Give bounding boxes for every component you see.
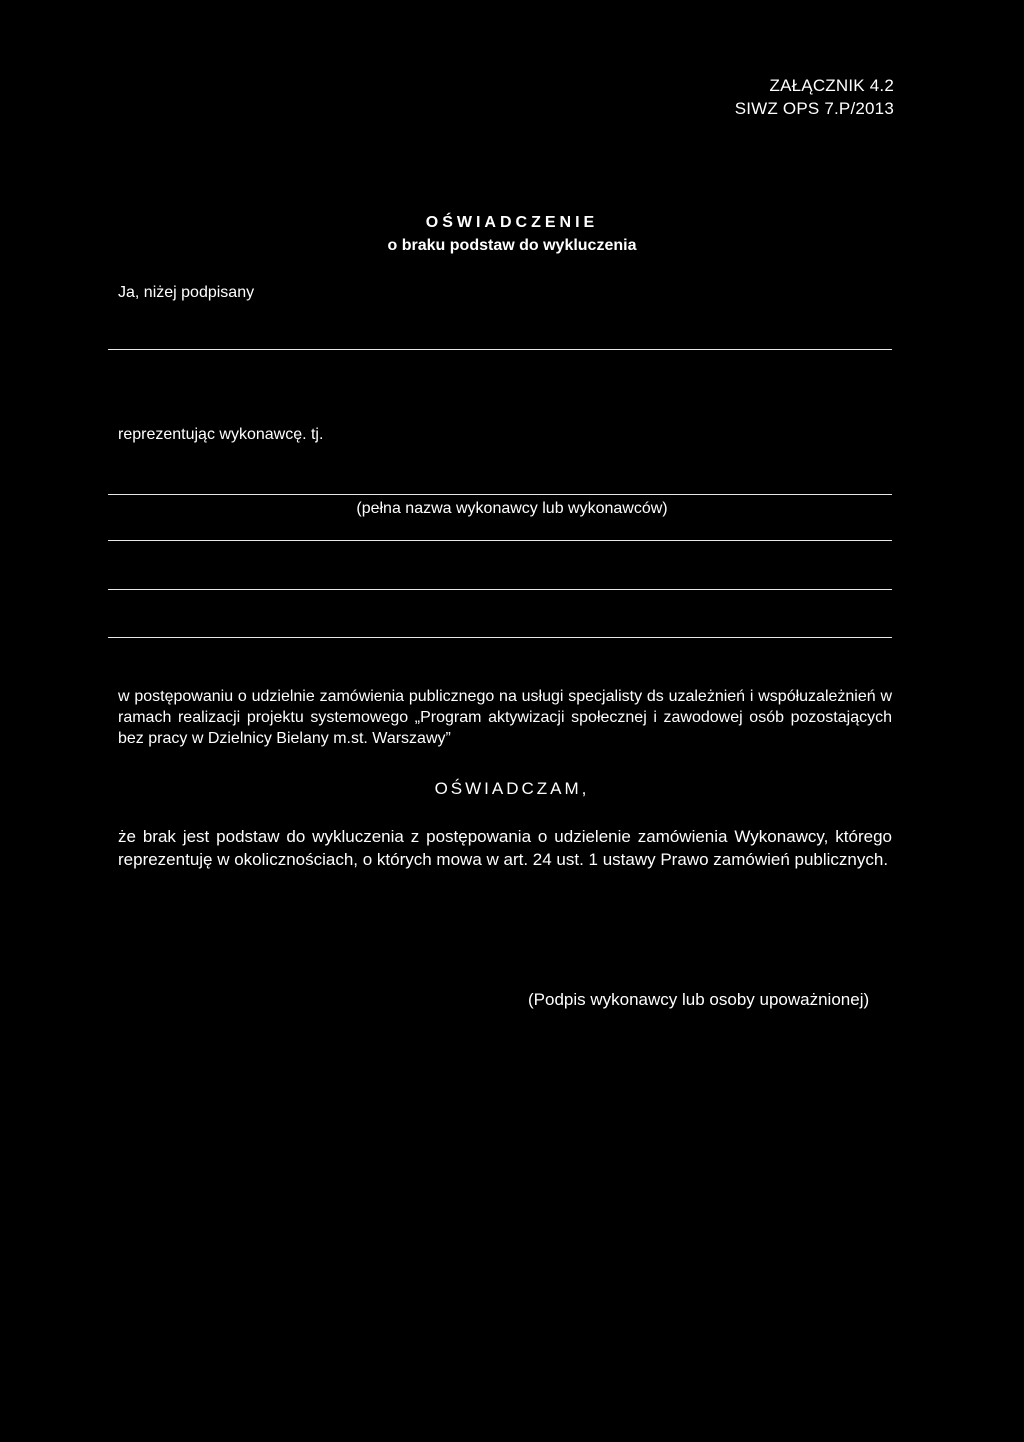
document-title: OŚWIADCZENIE bbox=[425, 214, 599, 231]
declaration-paragraph: że brak jest podstaw do wykluczenia z postępowania o udzielenie zamówienia Wykonawcy, którego reprezentuję w okolicznościach, o których mowa w art. 24 ust. 1 ustawy Prawo zamówień publicznych. bbox=[118, 827, 892, 869]
reference-number: SIWZ OPS 7.P/2013 bbox=[734, 99, 894, 118]
contractor-caption: (pełna nazwa wykonawcy lub wykonawców) bbox=[356, 500, 668, 517]
attachment-label: ZAŁĄCZNIK 4.2 bbox=[769, 76, 894, 95]
declare-heading: OŚWIADCZAM, bbox=[434, 779, 590, 798]
proceeding-paragraph: w postępowaniu o udzielnie zamówienia publicznego na usługi specjalisty ds uzależnień i współuzależnień w ramach realizacji projektu systemowego „Program aktywizacji społecznej i zawodowej osób pozostających bez pracy w Dzielnicy Bielany m.st. Warszawy” bbox=[118, 688, 892, 747]
signer-name-line bbox=[108, 349, 892, 350]
document-subtitle: o braku podstaw do wykluczenia bbox=[387, 237, 637, 254]
contractor-line-2 bbox=[108, 540, 892, 541]
representing-label: reprezentując wykonawcę. tj. bbox=[118, 426, 324, 443]
signature-caption: (Podpis wykonawcy lub osoby upoważnionej) bbox=[528, 990, 870, 1009]
signer-label: Ja, niżej podpisany bbox=[118, 284, 255, 301]
contractor-name-line bbox=[108, 494, 892, 495]
contractor-line-4 bbox=[108, 637, 892, 638]
contractor-line-3 bbox=[108, 589, 892, 590]
